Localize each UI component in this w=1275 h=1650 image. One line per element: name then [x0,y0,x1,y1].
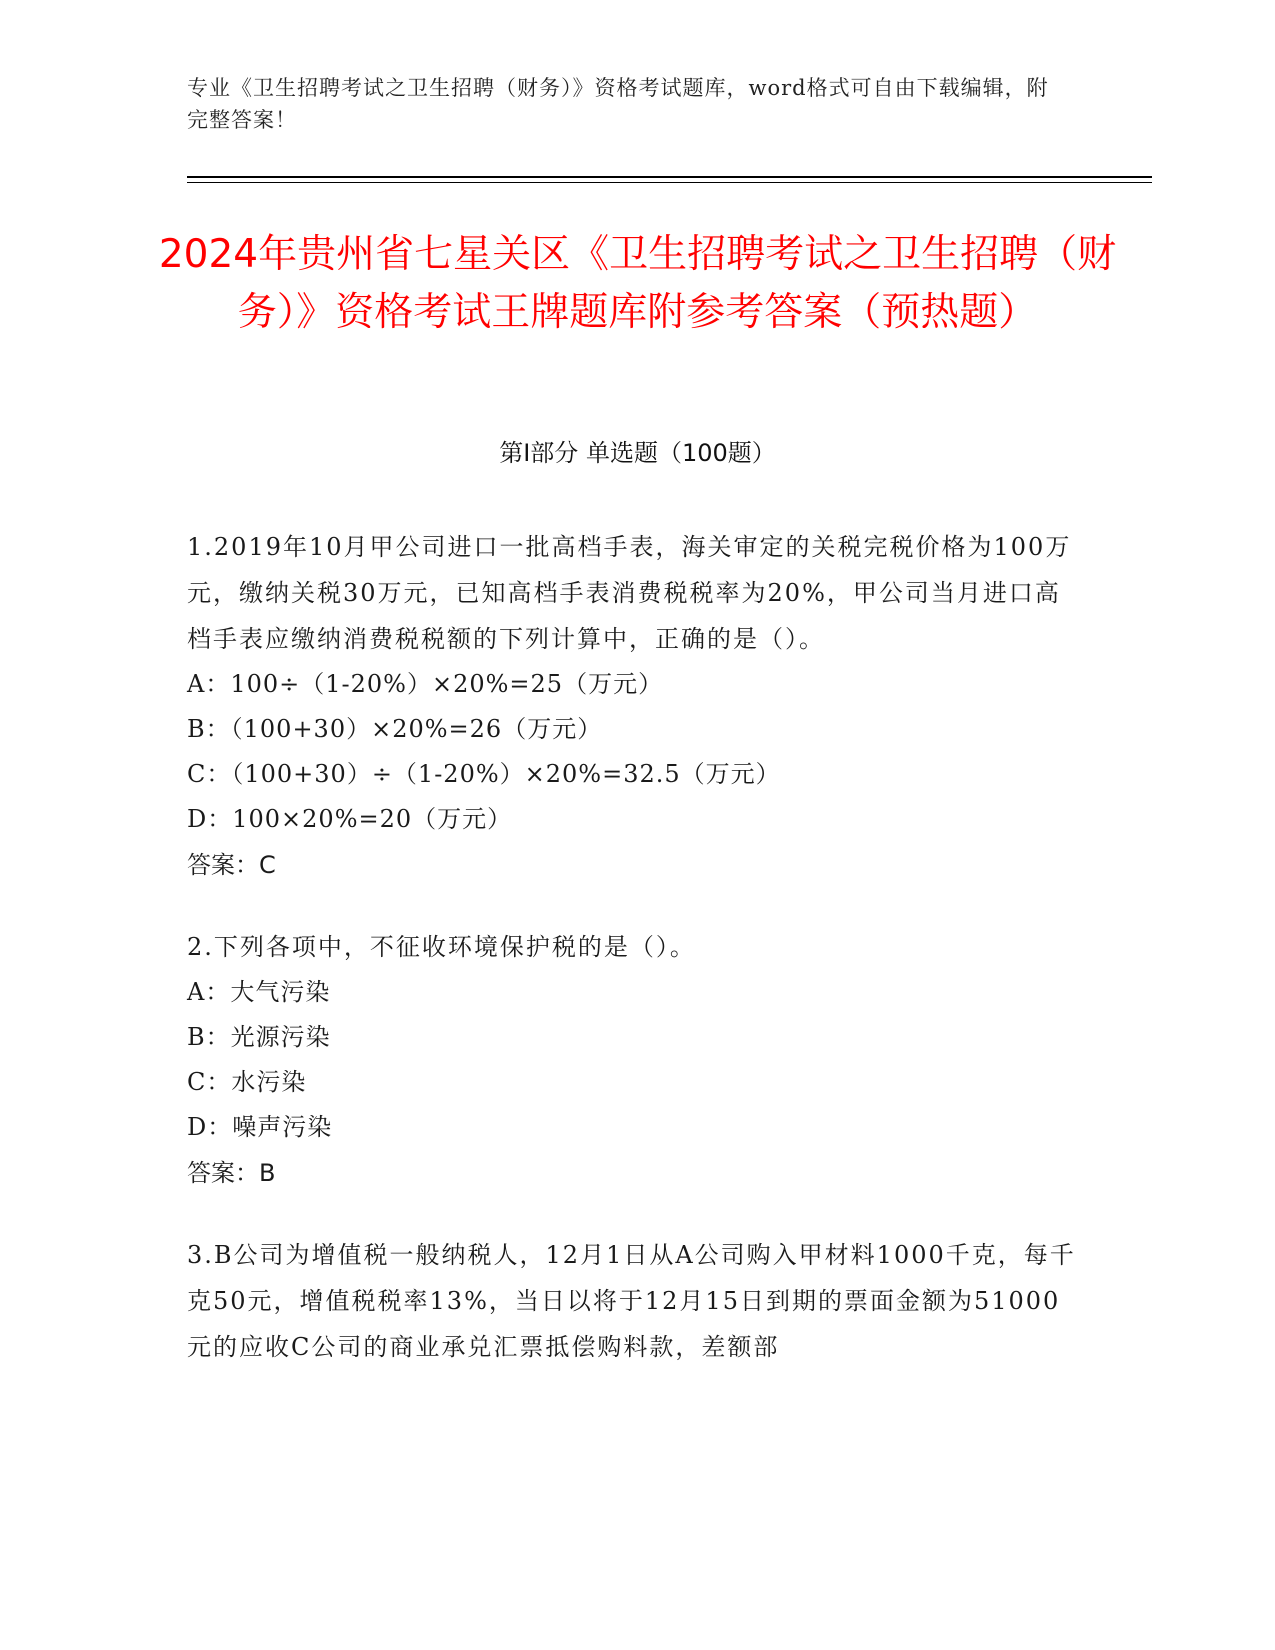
answer-label: 答案：B [187,1159,276,1187]
header-note: 专业《卫生招聘考试之卫生招聘（财务）》资格考试题库，word格式可自由下载编辑，附完整答案！ [187,76,1049,132]
header-divider-thin [187,182,1152,183]
option-c: C：水污染 [187,1068,307,1096]
question-item [187,924,1077,1196]
header-divider-thick [187,176,1152,178]
answer-label: 答案：C [187,851,276,879]
question-stem: 3.B公司为增值税一般纳税人，12月1日从A公司购入甲材料1000千克，每千克50元，增值税税率13%，当日以将于12月15日到期的票面金额为51000元的应收C公司的商业承兑汇票抵偿购料款，差额部 [187,1241,1076,1361]
section-title: 第Ⅰ部分 单选题（100题） [499,439,776,467]
option-c: C：（100+30）÷（1-20%）×20%=32.5（万元） [187,760,781,788]
option-d: D：100×20%=20（万元） [187,805,513,833]
question-stem: 2.下列各项中，不征收环境保护税的是（）。 [187,933,696,961]
option-a: A：大气污染 [187,978,331,1006]
option-b: B：（100+30）×20%=26（万元） [187,715,603,743]
question-list [187,524,1077,1406]
document-title: 2024年贵州省七星关区《卫生招聘考试之卫生招聘（财务）》资格考试王牌题库附参考答案（预热题） [158,232,1117,335]
option-b: B：光源污染 [187,1023,331,1051]
question-item [187,524,1077,888]
option-d: D：噪声污染 [187,1113,333,1141]
question-item [187,1232,1077,1370]
question-stem: 1.2019年10月甲公司进口一批高档手表，海关审定的关税完税价格为100万元，缴纳关税30万元，已知高档手表消费税税率为20%，甲公司当月进口高档手表应缴纳消费税税额的下列计算中，正确的是（）。 [187,533,1072,653]
option-a: A：100÷（1-20%）×20%=25（万元） [187,670,664,698]
